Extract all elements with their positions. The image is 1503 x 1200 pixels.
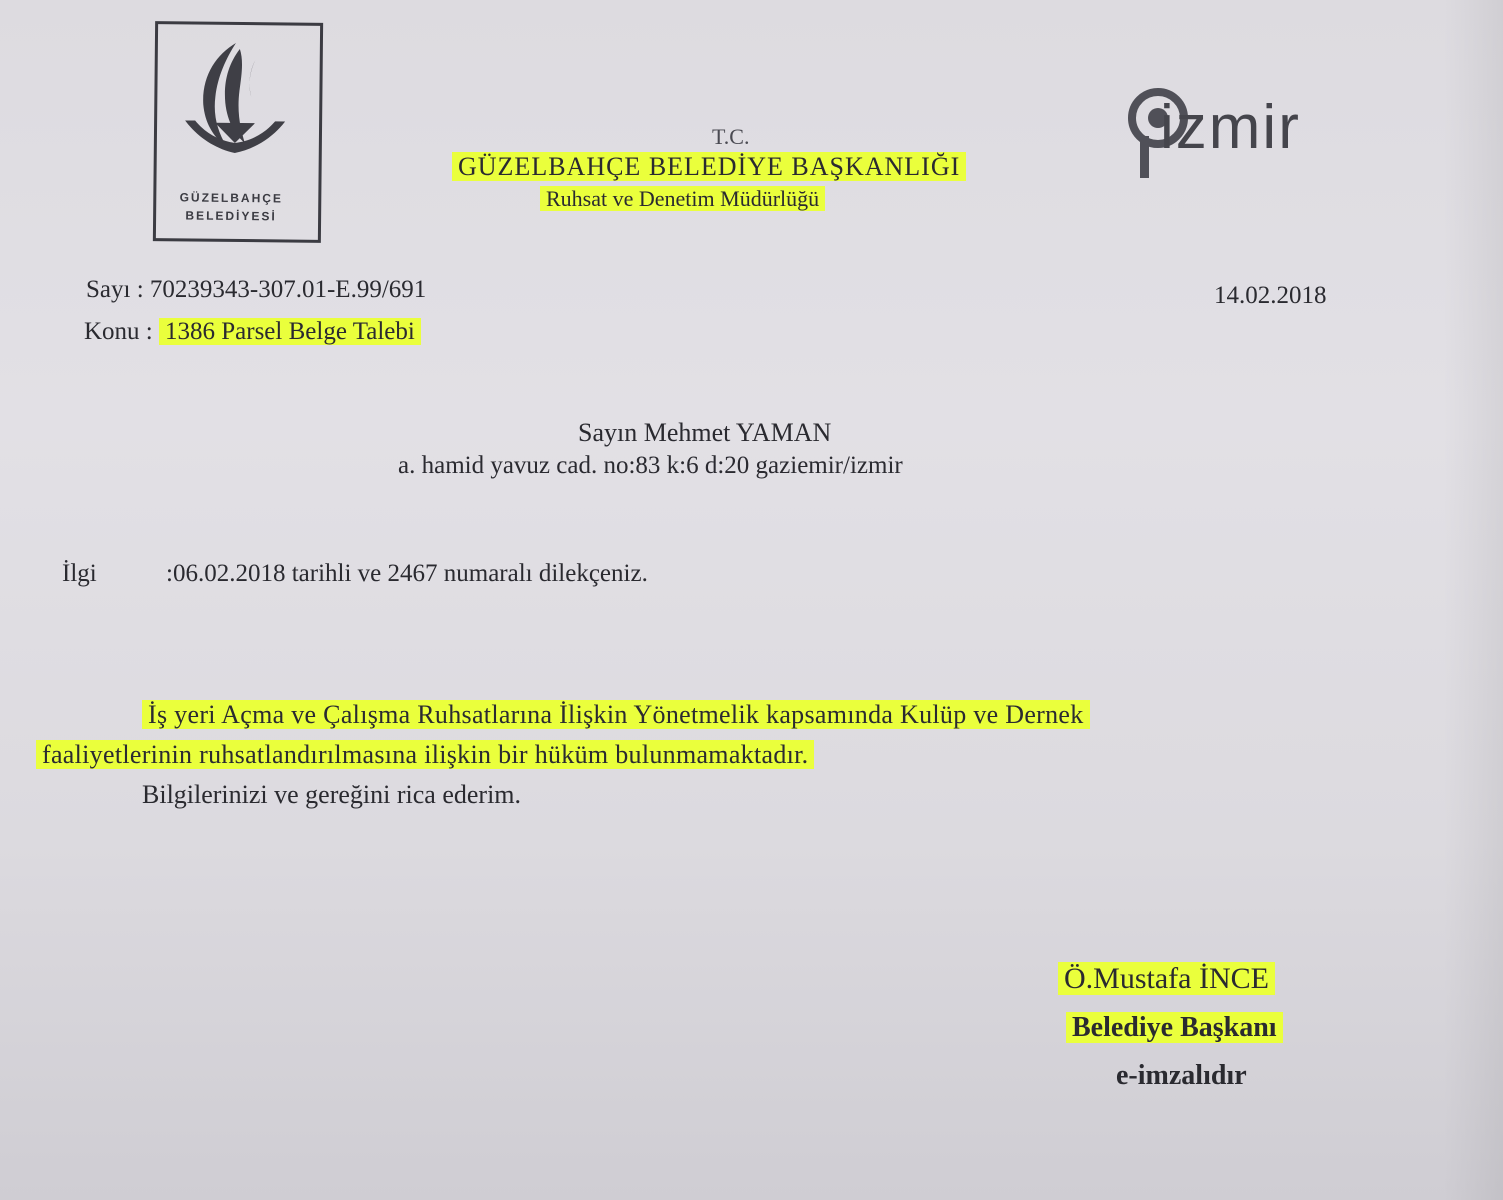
konu-row xyxy=(84,318,421,346)
konu-value: 1386 Parsel Belge Talebi xyxy=(159,318,421,345)
guzelbahce-logo xyxy=(153,21,323,243)
body-line-2 xyxy=(36,740,814,770)
body-line-1 xyxy=(142,700,1090,730)
header-title xyxy=(452,152,966,182)
body-line-3: Bilgilerinizi ve gereğini rica ederim. xyxy=(142,780,522,809)
signatory-title xyxy=(1066,1012,1283,1044)
e-signature-note: e-imzalıdır xyxy=(1116,1060,1247,1091)
sayi-row xyxy=(86,276,426,304)
header-subtitle xyxy=(540,186,825,212)
izmir-logo-text: izmir xyxy=(1160,93,1301,162)
header-tc: T.C. xyxy=(712,124,750,149)
logo-text-line1: GÜZELBAHÇE xyxy=(179,190,284,206)
document-date: 14.02.2018 xyxy=(1214,282,1327,309)
sayi-label: Sayı xyxy=(86,276,131,303)
header-title-text: GÜZELBAHÇE BELEDİYE BAŞKANLIĞI xyxy=(452,152,966,181)
sayi-value: : 70239343-307.01-E.99/691 xyxy=(136,276,427,303)
reference-value: :06.02.2018 tarihli ve 2467 numaralı dilekçeniz. xyxy=(166,560,648,587)
signatory-name xyxy=(1058,962,1275,996)
recipient-address: a. hamid yavuz cad. no:83 k:6 d:20 gaziemir/izmir xyxy=(398,452,903,479)
body-line-2-text: faaliyetlerinin ruhsatlandırılmasına ilişkin bir hüküm bulunmamaktadır. xyxy=(36,740,814,769)
recipient-name: Sayın Mehmet YAMAN xyxy=(578,418,832,447)
guzelbahce-emblem-icon xyxy=(156,24,314,186)
body-line-1-text: İş yeri Açma ve Çalışma Ruhsatlarına İlişkin Yönetmelik kapsamında Kulüp ve Dernek xyxy=(142,700,1090,729)
logo-text-line2: BELEDİYESİ xyxy=(185,208,277,224)
header-subtitle-text: Ruhsat ve Denetim Müdürlüğü xyxy=(540,186,825,211)
reference-label: İlgi xyxy=(62,560,97,587)
page-shadow xyxy=(1443,0,1503,1200)
signatory-name-text: Ö.Mustafa İNCE xyxy=(1058,962,1275,995)
konu-label: Konu : xyxy=(84,318,153,345)
reference-row xyxy=(62,560,648,588)
signatory-title-text: Belediye Başkanı xyxy=(1066,1012,1283,1043)
izmir-logo xyxy=(1128,84,1338,194)
